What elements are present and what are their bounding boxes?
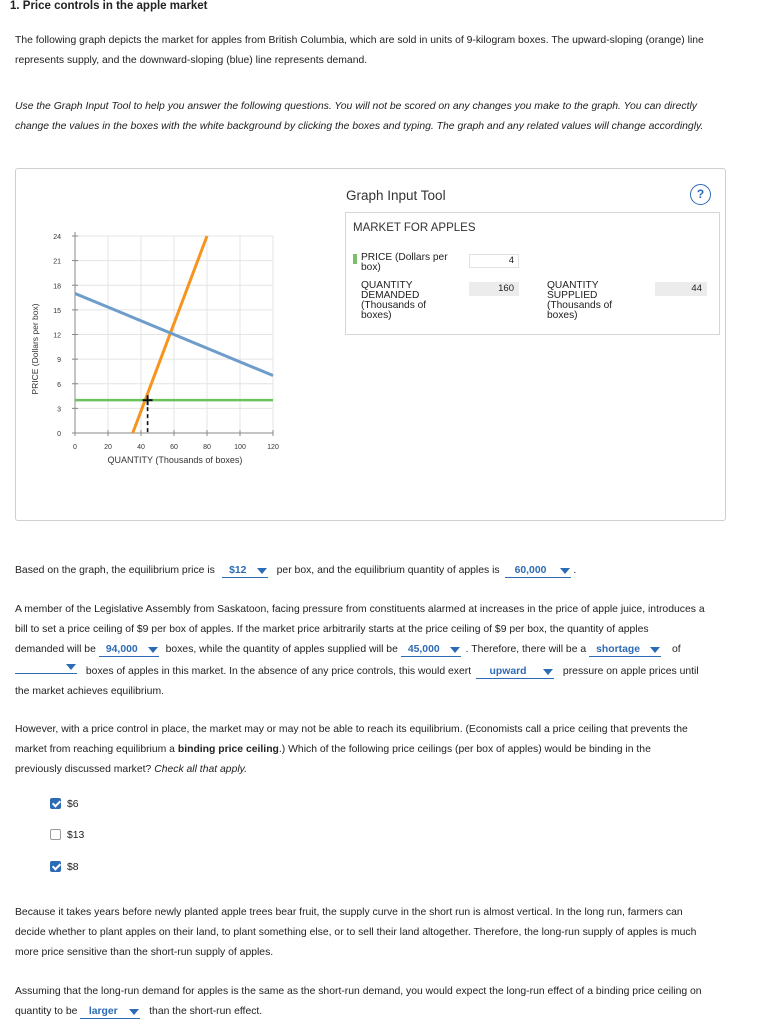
price-swatch-icon <box>353 254 357 264</box>
price-ceiling-paragraph: A member of the Legislative Assembly from Saskatoon, facing pressure from constituents alarmed at increases in the price of apple juice, introduces a bill to set a price ceiling of $9 per box of apples. If the market price arbitrarily starts at the price ceiling of $9 per box, the quantity of apples demanded will be 94,000 boxes, while the quantity of apples supplied will be 45,000 . Therefore, there will be a shortage of boxes of apples in this market. In the absence of any price controls, this would exert upward pressure on apple prices until the market achieves equilibrium. <box>15 604 705 697</box>
y-tick-label: 9 <box>57 357 61 365</box>
checkbox-checked-icon[interactable] <box>50 861 61 872</box>
instructions-text: Use the Graph Input Tool to help you answer the following questions. You will not be scored on any changes you make to the graph. You can directly change the values in the boxes with the white background by clicking the boxes and typing. The graph and any related values will change accordingly. <box>15 101 704 132</box>
y-tick-label: 12 <box>53 332 61 340</box>
supply-demand-graph[interactable] <box>25 224 295 474</box>
y-axis-label: PRICE (Dollars per box) <box>30 303 40 395</box>
shortage-amount-dropdown[interactable] <box>15 660 77 674</box>
binding-ceiling-paragraph: However, with a price control in place, the market may or may not be able to reach its equilibrium. (Economists call a price ceiling that prevents the market from reaching equilibrium a binding price ceiling.) Which of the following price ceilings (per box of apples) would be binding in the previously discussed market? Check all that apply. <box>15 724 688 775</box>
page-title: 1. Price controls in the apple market <box>10 0 208 12</box>
price-label: PRICE (Dollars per box) <box>361 252 448 273</box>
y-tick-label: 3 <box>57 406 61 414</box>
checkbox-unchecked-icon[interactable] <box>50 829 61 840</box>
x-tick-label: 0 <box>73 444 77 451</box>
x-tick-label: 60 <box>170 444 178 451</box>
pressure-dropdown[interactable]: upward <box>476 665 554 679</box>
chevron-down-icon <box>129 1009 139 1015</box>
chevron-down-icon <box>650 647 660 653</box>
option-8[interactable]: $8 <box>50 861 79 873</box>
final-question: Assuming that the long-run demand for apples is the same as the short-run demand, you would expect the long-run effect of a binding price ceiling on quantity to be larger than the short-run effect. <box>15 986 702 1017</box>
market-title: MARKET FOR APPLES <box>353 222 476 234</box>
quantity-supplied-dropdown[interactable]: 45,000 <box>401 643 461 657</box>
option-13[interactable]: $13 <box>50 829 84 841</box>
x-tick-label: 120 <box>267 444 279 451</box>
x-tick-label: 80 <box>203 444 211 451</box>
x-tick-label: 20 <box>104 444 112 451</box>
intro-text: The following graph depicts the market for apples from British Columbia, which are sold in units of 9-kilogram boxes. The upward-sloping (orange) line represents supply, and the downward-sloping (blue) line represents demand. <box>15 35 704 66</box>
equilibrium-price-dropdown[interactable]: $12 <box>222 564 268 578</box>
chevron-down-icon <box>148 647 158 653</box>
y-tick-label: 0 <box>57 431 61 438</box>
chevron-down-icon <box>66 664 76 670</box>
help-icon[interactable]: ? <box>690 184 711 205</box>
quantity-supplied-label: QUANTITY SUPPLIED (Thousands of boxes) <box>547 280 613 321</box>
x-axis-label: QUANTITY (Thousands of boxes) <box>107 455 243 465</box>
equilibrium-quantity-dropdown[interactable]: 60,000 <box>505 564 571 578</box>
chevron-down-icon <box>543 669 553 675</box>
price-input[interactable]: 4 <box>469 254 519 268</box>
y-tick-label: 18 <box>53 283 61 291</box>
y-tick-label: 21 <box>53 258 61 266</box>
quantity-demanded-label: QUANTITY DEMANDED (Thousands of boxes) <box>361 280 427 321</box>
quantity-demanded-value: 160 <box>469 282 519 296</box>
equilibrium-sentence: Based on the graph, the equilibrium price is $12 per box, and the equilibrium quantity of apples is 60,000 . <box>15 565 577 576</box>
y-tick-label: 6 <box>57 381 61 389</box>
x-tick-label: 100 <box>234 444 246 451</box>
checkbox-checked-icon[interactable] <box>50 798 61 809</box>
quantity-demanded-dropdown[interactable]: 94,000 <box>99 643 159 657</box>
y-tick-label: 15 <box>53 307 61 315</box>
chevron-down-icon <box>560 568 570 574</box>
chevron-down-icon <box>450 647 460 653</box>
chevron-down-icon <box>257 568 267 574</box>
y-tick-label: 24 <box>53 234 61 241</box>
x-tick-label: 40 <box>137 444 145 451</box>
option-6[interactable]: $6 <box>50 798 79 810</box>
long-run-effect-dropdown[interactable]: larger <box>80 1005 140 1019</box>
shortage-surplus-dropdown[interactable]: shortage <box>589 643 661 657</box>
quantity-supplied-value: 44 <box>655 282 707 296</box>
graph-input-tool-title: Graph Input Tool <box>346 188 446 203</box>
long-run-paragraph: Because it takes years before newly planted apple trees bear fruit, the supply curve in the short run is almost vertical. In the long run, farmers can decide whether to plant apples on their land, to plant something else, or to sell their land altogether. Therefore, the long-run supply of apples is much more price sensitive than the short-run supply of apples. <box>15 907 697 958</box>
